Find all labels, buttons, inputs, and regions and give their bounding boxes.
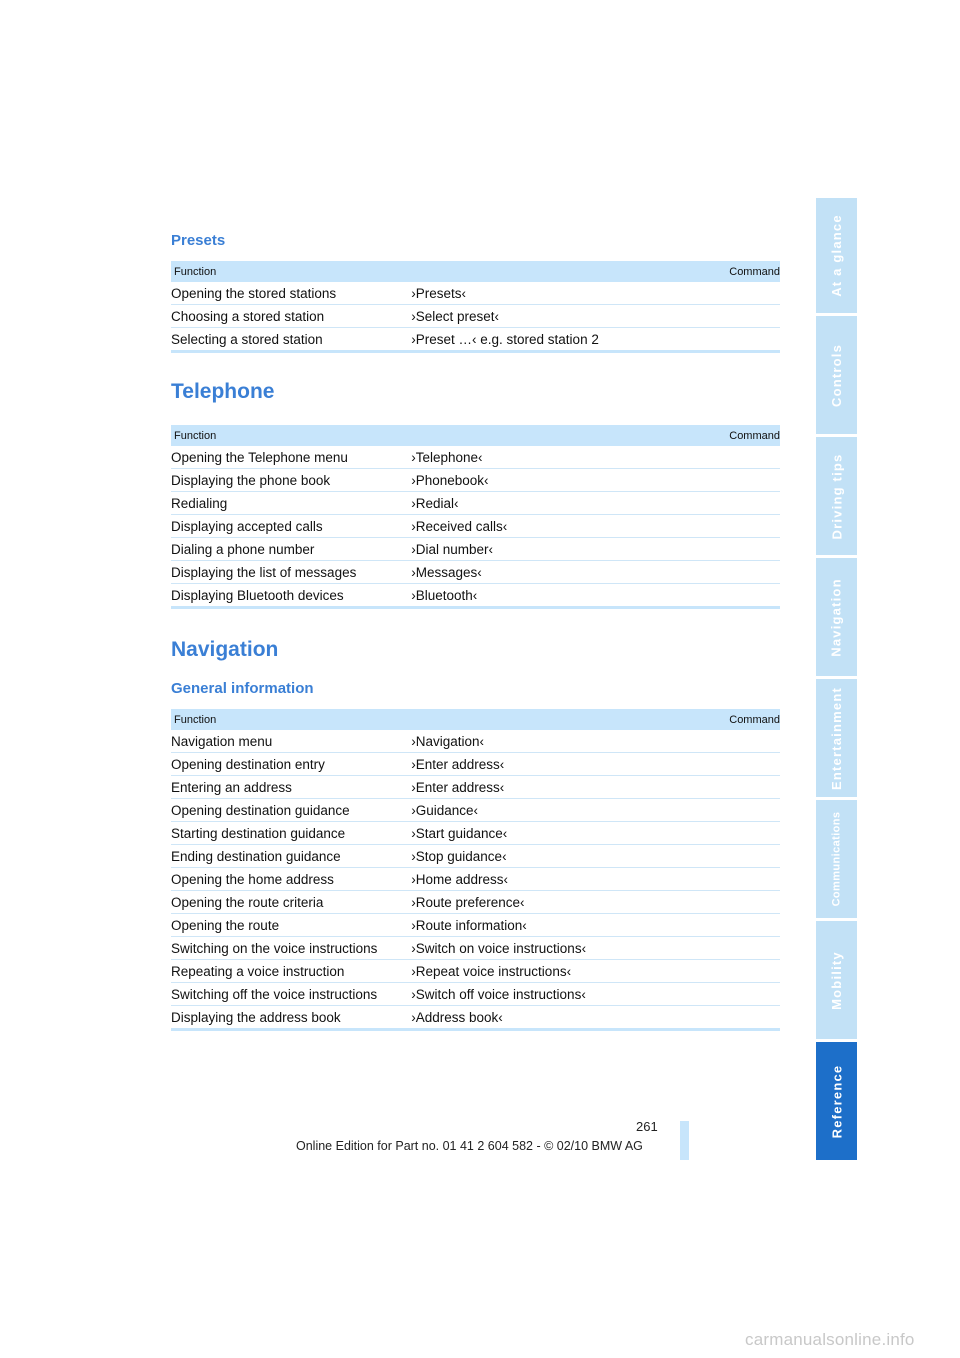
function-cell: Opening the route [171, 914, 411, 937]
table-row [171, 492, 780, 515]
command-cell: ›Route information‹ [411, 914, 780, 937]
command-cell: ›Stop guidance‹ [411, 845, 780, 868]
function-cell: Displaying the address book [171, 1006, 411, 1030]
command-cell: ›Select preset‹ [411, 305, 780, 328]
table-row [171, 538, 780, 561]
tab-reference[interactable] [816, 1042, 857, 1160]
command-cell: ›Enter address‹ [411, 753, 780, 776]
function-cell: Choosing a stored station [171, 305, 411, 328]
section-tabs [816, 198, 857, 1160]
command-cell: ›Telephone‹ [411, 446, 780, 469]
function-cell: Repeating a voice instruction [171, 960, 411, 983]
table-row [171, 960, 780, 983]
tab-label: At a glance [829, 214, 844, 297]
function-cell: Navigation menu [171, 730, 411, 753]
command-cell: ›Start guidance‹ [411, 822, 780, 845]
function-cell: Ending destination guidance [171, 845, 411, 868]
table-row [171, 822, 780, 845]
command-cell: ›Bluetooth‹ [411, 584, 780, 608]
navigation-table [171, 709, 780, 1031]
command-cell: ›Repeat voice instructions‹ [411, 960, 780, 983]
function-cell: Switching off the voice instructions [171, 983, 411, 1006]
function-cell: Entering an address [171, 776, 411, 799]
column-header-command: Command [411, 709, 780, 730]
function-cell: Opening the home address [171, 868, 411, 891]
tab-at-a-glance[interactable] [816, 198, 857, 313]
telephone-table [171, 425, 780, 609]
column-header-command: Command [411, 425, 780, 446]
navigation-heading: Navigation [171, 638, 279, 661]
tab-communications[interactable] [816, 800, 857, 918]
function-cell: Displaying accepted calls [171, 515, 411, 538]
table-row [171, 776, 780, 799]
tab-controls[interactable] [816, 316, 857, 434]
table-row [171, 845, 780, 868]
watermark: carmanualsonline.info [745, 1330, 915, 1349]
command-cell: ›Messages‹ [411, 561, 780, 584]
command-cell: ›Route preference‹ [411, 891, 780, 914]
table-row [171, 891, 780, 914]
presets-table [171, 261, 780, 353]
column-header-function: Function [171, 425, 411, 446]
tab-label: Communications [830, 811, 843, 907]
tab-mobility[interactable] [816, 921, 857, 1039]
function-cell: Dialing a phone number [171, 538, 411, 561]
command-cell: ›Home address‹ [411, 868, 780, 891]
table-row [171, 328, 780, 352]
column-header-function: Function [171, 709, 411, 730]
table-row [171, 730, 780, 753]
command-cell: ›Redial‹ [411, 492, 780, 515]
table-row [171, 282, 780, 305]
table-row [171, 937, 780, 960]
function-cell: Redialing [171, 492, 411, 515]
table-row [171, 469, 780, 492]
page-number-bar [680, 1121, 689, 1160]
function-cell: Opening the stored stations [171, 282, 411, 305]
function-cell: Opening the Telephone menu [171, 446, 411, 469]
table-row [171, 753, 780, 776]
command-cell: ›Guidance‹ [411, 799, 780, 822]
command-cell: ›Enter address‹ [411, 776, 780, 799]
command-cell: ›Presets‹ [411, 282, 780, 305]
column-header-command: Command [411, 261, 780, 282]
tab-label: Driving tips [829, 453, 845, 539]
table-row [171, 584, 780, 608]
table-row [171, 799, 780, 822]
telephone-heading: Telephone [171, 380, 275, 403]
command-cell: ›Received calls‹ [411, 515, 780, 538]
command-cell: ›Phonebook‹ [411, 469, 780, 492]
function-cell: Opening the route criteria [171, 891, 411, 914]
command-cell: ›Preset …‹ e.g. stored station 2 [411, 328, 780, 352]
table-row [171, 446, 780, 469]
table-row [171, 305, 780, 328]
function-cell: Selecting a stored station [171, 328, 411, 352]
column-header-function: Function [171, 261, 411, 282]
function-cell: Displaying the list of messages [171, 561, 411, 584]
command-cell: ›Switch off voice instructions‹ [411, 983, 780, 1006]
table-row [171, 1006, 780, 1030]
command-cell: ›Navigation‹ [411, 730, 780, 753]
function-cell: Opening destination guidance [171, 799, 411, 822]
tab-label: Navigation [829, 577, 844, 657]
presets-heading: Presets [171, 232, 226, 249]
tab-navigation[interactable] [816, 558, 857, 676]
function-cell: Starting destination guidance [171, 822, 411, 845]
command-cell: ›Switch on voice instructions‹ [411, 937, 780, 960]
general-information-heading: General information [171, 680, 314, 697]
tab-label: Reference [829, 1064, 845, 1138]
function-cell: Switching on the voice instructions [171, 937, 411, 960]
function-cell: Displaying Bluetooth devices [171, 584, 411, 608]
tab-label: Mobility [829, 950, 844, 1010]
table-row [171, 561, 780, 584]
table-row [171, 515, 780, 538]
footer-edition-note: Online Edition for Part no. 01 41 2 604 582 - © 02/10 BMW AG [296, 1139, 643, 1153]
tab-driving-tips[interactable] [816, 437, 857, 555]
tab-label: Controls [829, 343, 845, 407]
function-cell: Opening destination entry [171, 753, 411, 776]
command-cell: ›Dial number‹ [411, 538, 780, 561]
table-row [171, 914, 780, 937]
tab-label: Entertainment [829, 686, 845, 790]
table-row [171, 868, 780, 891]
command-cell: ›Address book‹ [411, 1006, 780, 1030]
table-row [171, 983, 780, 1006]
function-cell: Displaying the phone book [171, 469, 411, 492]
page-number: 261 [636, 1119, 658, 1134]
tab-entertainment[interactable] [816, 679, 857, 797]
